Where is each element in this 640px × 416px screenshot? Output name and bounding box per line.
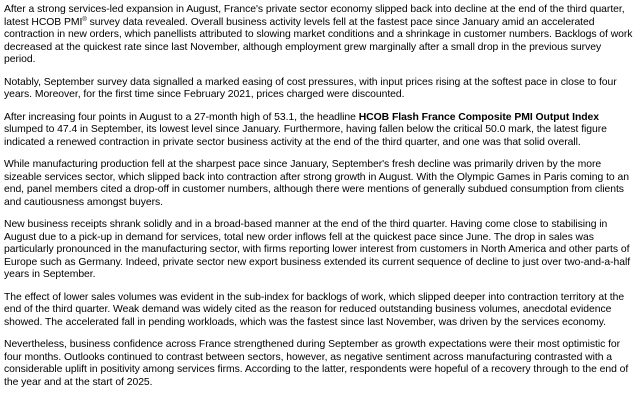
paragraph-backlogs bbox=[4, 292, 634, 330]
paragraph-headline-index-after: slumped to 47.4 in September, its lowest level since January. Furthermore, having fallen below the critical 50.0 mark, the latest figure indicated a renewed contraction in private sector business activity at the end of the third quarter, and one was that solid overall. bbox=[4, 124, 607, 148]
paragraph-summary-tail: survey data revealed. Overall business activity levels fell at the fastest pace since January amid an accelerated contraction in new orders, which panellists attributed to slowing market conditions and a shrinkage in customer numbers. Backlogs of work decreased at the quickest rate since last November, although employment grew marginally after a small drop in the previous survey period. bbox=[4, 16, 633, 65]
paragraph-new-business-text: New business receipts shrank solidly and in a broad-based manner at the end of the third quarter. Having come close to stabilising in August due to a pick-up in demand for services, total new order inflows fell at the quickest pace since June. The drop in sales was particularly pronounced in the manufacturing sector, with firms reporting lower interest from customers in North America and other parts of Europe such as Germany. Indeed, private sector new export business extended its current sequence of decline to just over two-and-a-half years in September. bbox=[4, 219, 631, 280]
paragraph-sectors bbox=[4, 159, 634, 209]
paragraph-confidence-text: Nevertheless, business confidence across France strengthened during September as growth expectations were their most optimistic for four months. Outlooks continued to contrast between sectors, however, as negative sentiment across manufacturing contrasted with a considerable uplift in positivity among services firms. According to the latter, respondents were hopeful of a recovery through to the end of the year and at the start of 2025. bbox=[4, 339, 629, 388]
paragraph-headline-index bbox=[4, 112, 634, 150]
paragraph-cost-pressures-text: Notably, September survey data signalled a marked easing of cost pressures, with input prices rising at the softest pace in close to four years. Moreover, for the first time since February 2021, prices charged were discounted. bbox=[4, 76, 617, 100]
registered-mark: ® bbox=[82, 16, 87, 23]
paragraph-summary-text: After a strong services-led expansion in August, France's private sector economy slipped back into decline at the end of the third quarter, latest HCOB PMI bbox=[4, 4, 625, 28]
paragraph-backlogs-text: The effect of lower sales volumes was evident in the sub-index for backlogs of work, which slipped deeper into contraction territory at the end of the third quarter. Weak demand was widely cited as the reason for reduced outstanding business volumes, anecdotal evidence showed. The accelerated fall in pending workloads, which was the fastest since last November, was driven by the services economy. bbox=[4, 291, 625, 328]
paragraph-sectors-text: While manufacturing production fell at the sharpest pace since January, September's fresh decline was primarily driven by the more sizeable services sector, which slipped back into contraction after strong growth in August. With the Olympic Games in Paris coming to an end, panel members cited a drop-off in customer numbers, although there were mentions of generally subdued consumption from clients and cautiousness amongst buyers. bbox=[4, 159, 629, 208]
paragraph-new-business bbox=[4, 219, 634, 282]
paragraph-confidence bbox=[4, 339, 634, 389]
index-name-bold: HCOB Flash France Composite PMI Output Index bbox=[358, 111, 599, 123]
paragraph-cost-pressures bbox=[4, 77, 634, 102]
paragraph-summary bbox=[4, 4, 634, 67]
paragraph-headline-index-before: After increasing four points in August to a 27-month high of 53.1, the headline bbox=[4, 111, 359, 123]
